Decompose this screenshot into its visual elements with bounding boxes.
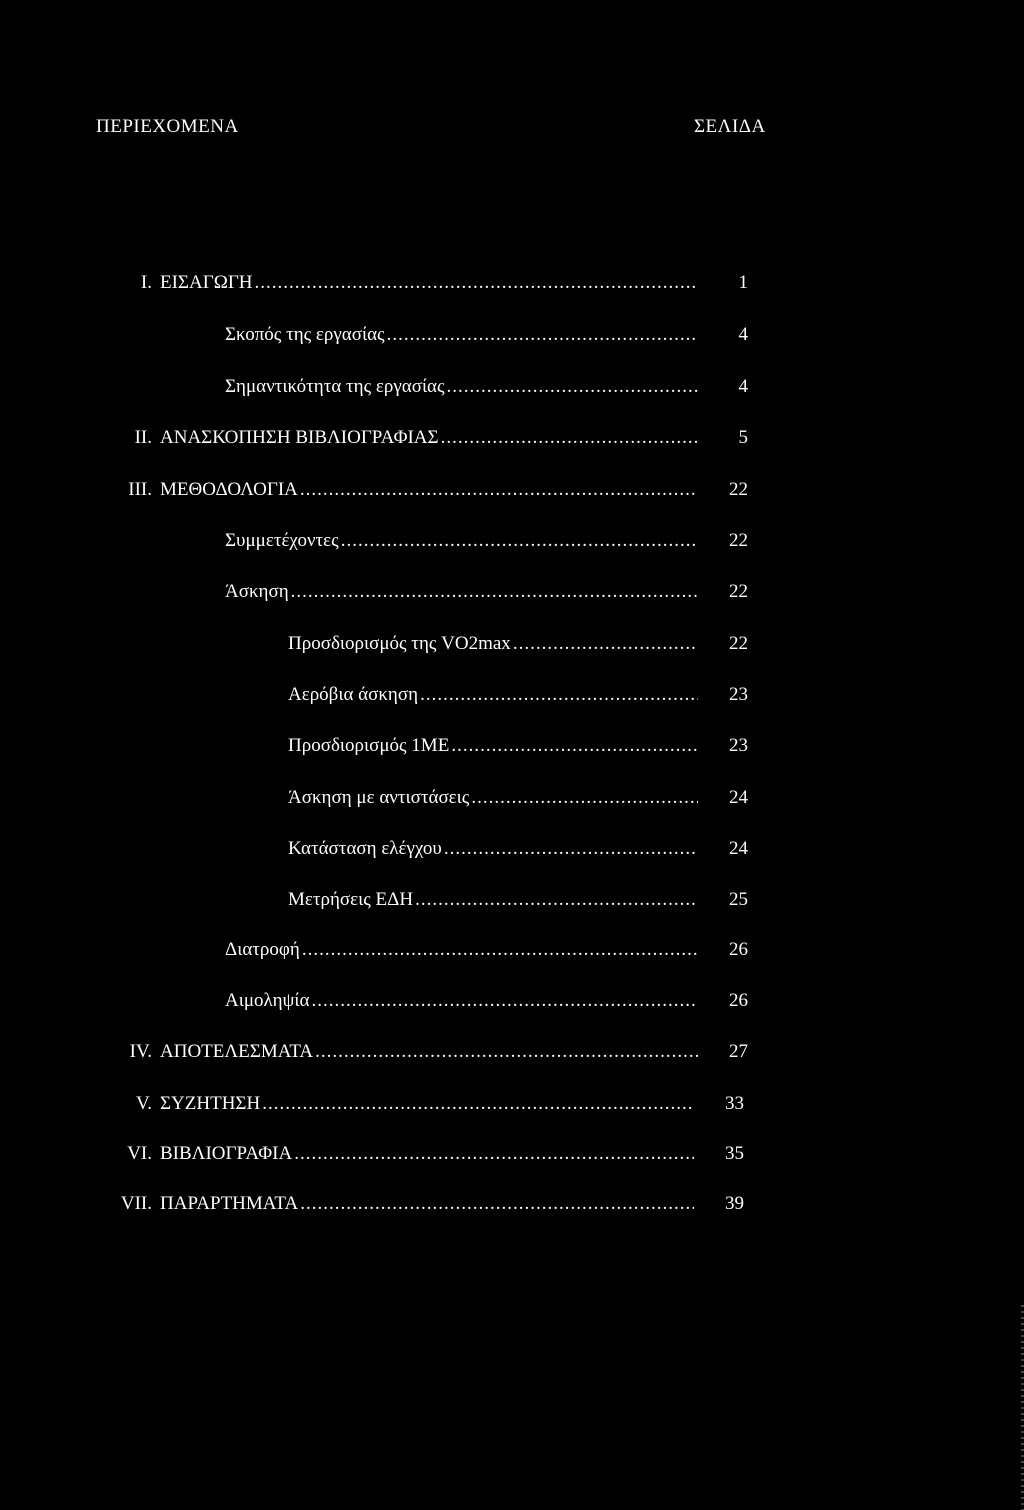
toc-title: Σημαντικότητα της εργασίας bbox=[225, 376, 445, 397]
toc-numeral: V. bbox=[135, 1093, 152, 1114]
toc-title: ΠΑΡΑΡΤΗΜΑΤΑ bbox=[160, 1193, 299, 1214]
toc-page-number: 22 bbox=[729, 633, 748, 654]
toc-entry-nutrition bbox=[225, 935, 748, 965]
toc-numeral: VII. bbox=[120, 1193, 152, 1214]
toc-leader-dots bbox=[341, 526, 698, 556]
toc-entry-participants bbox=[225, 526, 748, 556]
toc-title: Σκοπός της εργασίας bbox=[225, 324, 385, 345]
toc-numeral: II. bbox=[134, 427, 152, 448]
toc-page-number: 24 bbox=[729, 787, 748, 808]
toc-numeral: I. bbox=[140, 272, 152, 293]
toc-page-number: 22 bbox=[729, 581, 748, 602]
toc-title: ΒΙΒΛΙΟΓΡΑΦΙΑ bbox=[160, 1143, 293, 1164]
toc-page-number: 23 bbox=[729, 735, 748, 756]
toc-title: ΑΝΑΣΚΟΠΗΣΗ ΒΙΒΛΙΟΓΡΑΦΙΑΣ bbox=[160, 427, 439, 448]
toc-entry-methodology bbox=[128, 475, 748, 505]
toc-leader-dots bbox=[291, 577, 698, 607]
toc-leader-dots bbox=[451, 731, 698, 761]
toc-entry-results bbox=[129, 1037, 748, 1067]
toc-title: Μετρήσεις ΕΔΗ bbox=[288, 889, 414, 910]
toc-leader-dots bbox=[255, 268, 698, 298]
toc-entry-blood-sampling bbox=[225, 986, 748, 1016]
toc-entry-vo2max bbox=[288, 629, 748, 659]
toc-leader-dots bbox=[300, 475, 698, 505]
toc-entry-significance bbox=[225, 372, 748, 402]
toc-leader-dots bbox=[513, 629, 698, 659]
toc-title: Προσδιορισμός 1ΜΕ bbox=[288, 735, 450, 756]
toc-entry-discussion bbox=[135, 1089, 744, 1119]
toc-leader-dots bbox=[441, 423, 698, 453]
toc-page-number: 33 bbox=[725, 1093, 744, 1114]
toc-entry-exercise bbox=[225, 577, 748, 607]
toc-title: Αερόβια άσκηση bbox=[288, 684, 419, 705]
toc-title: Αιμοληψία bbox=[225, 990, 310, 1011]
toc-page-number: 5 bbox=[738, 427, 748, 448]
toc-leader-dots bbox=[471, 783, 698, 813]
toc-title: ΜΕΘΟΔΟΛΟΓΙΑ bbox=[160, 479, 298, 500]
toc-leader-dots bbox=[315, 1037, 698, 1067]
toc-title: Άσκηση με αντιστάσεις bbox=[288, 787, 470, 808]
toc-leader-dots bbox=[311, 986, 698, 1016]
toc-title: ΑΠΟΤΕΛΕΣΜΑΤΑ bbox=[160, 1041, 314, 1062]
toc-entry-1rm bbox=[288, 731, 748, 761]
toc-title: Συμμετέχοντες bbox=[225, 530, 339, 551]
toc-numeral: III. bbox=[128, 479, 152, 500]
toc-leader-dots bbox=[302, 935, 698, 965]
page-column-heading: ΣΕΛΙΔΑ bbox=[694, 116, 766, 137]
toc-page-number: 26 bbox=[729, 990, 748, 1011]
toc-title: Άσκηση bbox=[225, 581, 289, 602]
toc-page-number: 23 bbox=[729, 684, 748, 705]
toc-title: Διατροφή bbox=[225, 939, 300, 960]
toc-page-number: 22 bbox=[729, 530, 748, 551]
toc-leader-dots bbox=[420, 680, 698, 710]
toc-leader-dots bbox=[444, 834, 698, 864]
toc-entry-aerobic-exercise bbox=[288, 680, 748, 710]
contents-heading: ΠΕΡΙΕΧΟΜΕΝΑ bbox=[96, 116, 239, 137]
toc-title: Κατάσταση ελέγχου bbox=[288, 838, 442, 859]
toc-page-number: 22 bbox=[729, 479, 748, 500]
toc-leader-dots bbox=[447, 372, 698, 402]
toc-entry-resistance-exercise bbox=[288, 783, 748, 813]
toc-entry-literature-review bbox=[134, 423, 748, 453]
toc-entry-control-condition bbox=[288, 834, 748, 864]
toc-numeral: VI. bbox=[127, 1143, 152, 1164]
toc-leader-dots bbox=[387, 320, 698, 350]
toc-leader-dots bbox=[415, 885, 698, 915]
toc-leader-dots bbox=[294, 1139, 694, 1169]
toc-entry-ree-measurements bbox=[288, 885, 748, 915]
toc-page-number: 27 bbox=[729, 1041, 748, 1062]
toc-entry-purpose bbox=[225, 320, 748, 350]
toc-page-number: 1 bbox=[738, 272, 748, 293]
toc-page-number: 4 bbox=[738, 376, 748, 397]
toc-page-number: 4 bbox=[738, 324, 748, 345]
toc-page-number: 26 bbox=[729, 939, 748, 960]
toc-title: ΕΙΣΑΓΩΓΗ bbox=[160, 272, 253, 293]
toc-title: Προσδιορισμός της VO2max bbox=[288, 633, 511, 654]
toc-numeral: IV. bbox=[129, 1041, 152, 1062]
toc-page-number: 24 bbox=[729, 838, 748, 859]
toc-page-number: 35 bbox=[725, 1143, 744, 1164]
toc-page-number: 25 bbox=[729, 889, 748, 910]
toc-entry-appendices bbox=[120, 1189, 744, 1219]
toc-entry-introduction bbox=[140, 268, 748, 298]
toc-leader-dots bbox=[262, 1089, 694, 1119]
toc-entry-bibliography bbox=[127, 1139, 744, 1169]
toc-page-number: 39 bbox=[725, 1193, 744, 1214]
toc-leader-dots bbox=[300, 1189, 694, 1219]
toc-title: ΣΥΖΗΤΗΣΗ bbox=[160, 1093, 261, 1114]
